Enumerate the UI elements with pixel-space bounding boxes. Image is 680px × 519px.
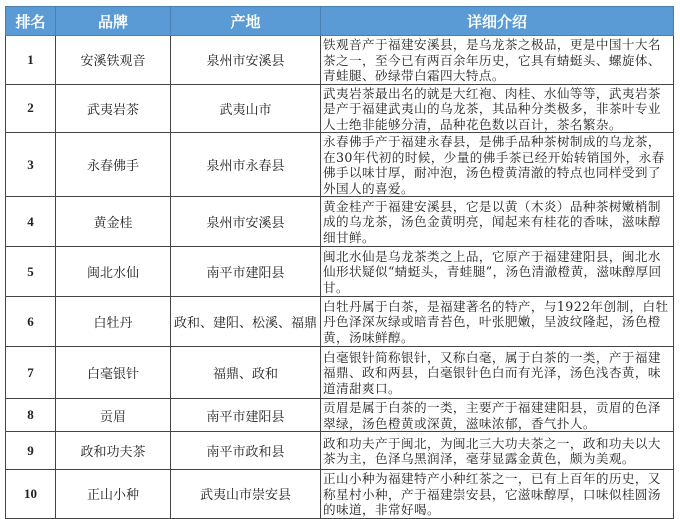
brand-cell: 贡眉 bbox=[56, 399, 171, 432]
origin-cell: 南平市建阳县 bbox=[171, 247, 321, 297]
origin-cell: 武夷山市 bbox=[171, 84, 321, 133]
rank-cell: 4 bbox=[6, 197, 56, 247]
origin-cell: 泉州市永春县 bbox=[171, 133, 321, 197]
detail-cell: 闽北水仙是乌龙茶类之上品，它原产于福建建阳县，闽北水仙形状疑似“蜻蜓头，青蛙腿”，汤色清澈橙黄，滋味醇厚回甘。 bbox=[321, 247, 674, 297]
brand-cell: 白毫银针 bbox=[56, 347, 171, 399]
header-origin: 产地 bbox=[171, 7, 321, 36]
rank-cell: 2 bbox=[6, 84, 56, 133]
table-row bbox=[6, 133, 674, 197]
origin-cell: 武夷山市崇安县 bbox=[171, 470, 321, 519]
origin-cell: 泉州市安溪县 bbox=[171, 36, 321, 85]
origin-cell: 福鼎、政和 bbox=[171, 347, 321, 399]
table-row bbox=[6, 399, 674, 432]
tea-brand-ranking-table bbox=[5, 6, 674, 519]
detail-cell: 白牡丹属于白茶，是福建著名的特产，与1922年创制，白牡丹色泽深灰绿或暗青苔色，叶张肥嫩，呈波纹隆起，汤色橙黄，汤味鲜醇。 bbox=[321, 297, 674, 347]
rank-cell: 8 bbox=[6, 399, 56, 432]
origin-cell: 政和、建阳、松溪、福鼎 bbox=[171, 297, 321, 347]
table-row bbox=[6, 197, 674, 247]
detail-cell: 白毫银针简称银针，又称白毫，属于白茶的一类，产于福建福鼎、政和两县，白毫银针色白而有光泽，汤色浅杏黄，味道清甜爽口。 bbox=[321, 347, 674, 399]
table-row bbox=[6, 36, 674, 85]
table-row bbox=[6, 347, 674, 399]
detail-cell: 贡眉是属于白茶的一类，主要产于福建建阳县，贡眉的色泽翠绿，汤色橙黄或深黄，滋味浓郁，香气扑人。 bbox=[321, 399, 674, 432]
brand-cell: 政和功夫茶 bbox=[56, 432, 171, 470]
rank-cell: 9 bbox=[6, 432, 56, 470]
detail-cell: 永春佛手产于福建永春县，是佛手品种茶树制成的乌龙茶，在30年代初的时候，少量的佛手茶已经开始转销国外，永春佛手以味甘厚，耐冲泡，汤色橙黄清澈的特点也同样受到了外国人的喜爱。 bbox=[321, 133, 674, 197]
origin-cell: 南平市政和县 bbox=[171, 432, 321, 470]
brand-cell: 闽北水仙 bbox=[56, 247, 171, 297]
origin-cell: 南平市建阳县 bbox=[171, 399, 321, 432]
detail-cell: 铁观音产于福建安溪县，是乌龙茶之极品，更是中国十大名茶之一，至今已有两百余年历史，它具有蜻蜓头、螺旋体、青蛙腿、砂绿带白霜四大特点。 bbox=[321, 36, 674, 85]
table-row bbox=[6, 297, 674, 347]
rank-cell: 3 bbox=[6, 133, 56, 197]
brand-cell: 黄金桂 bbox=[56, 197, 171, 247]
rank-cell: 5 bbox=[6, 247, 56, 297]
detail-cell: 黄金桂产于福建安溪县，它是以黄（木炎）品种茶树嫩梢制成的乌龙茶，汤色金黄明亮，闻起来有桂花的香味，滋味醇细甘鲜。 bbox=[321, 197, 674, 247]
detail-cell: 正山小种为福建特产小种红茶之一，已有上百年的历史，又称星村小种，产于福建崇安县，它滋味醇厚，口味似桂圆汤的味道，非常好喝。 bbox=[321, 470, 674, 519]
table-header-row bbox=[6, 7, 674, 36]
table-row bbox=[6, 247, 674, 297]
brand-cell: 永春佛手 bbox=[56, 133, 171, 197]
detail-cell: 武夷岩茶最出名的就是大红袍、肉桂、水仙等等，武夷岩茶是产于福建武夷山的乌龙茶，其品种分类极多，非茶叶专业人士绝非能够分清，品种花色数以百计，茶名繁杂。 bbox=[321, 84, 674, 133]
brand-cell: 白牡丹 bbox=[56, 297, 171, 347]
header-detail: 详细介绍 bbox=[321, 7, 674, 36]
origin-cell: 泉州市安溪县 bbox=[171, 197, 321, 247]
header-brand: 品牌 bbox=[56, 7, 171, 36]
rank-cell: 6 bbox=[6, 297, 56, 347]
rank-cell: 10 bbox=[6, 470, 56, 519]
header-rank: 排名 bbox=[6, 7, 56, 36]
rank-cell: 7 bbox=[6, 347, 56, 399]
brand-cell: 正山小种 bbox=[56, 470, 171, 519]
table-row bbox=[6, 84, 674, 133]
detail-cell: 政和功夫产于闽北，为闽北三大功夫茶之一，政和功夫以大茶为主，色泽乌黑润泽，毫芽显露金黄色，颇为美观。 bbox=[321, 432, 674, 470]
brand-cell: 安溪铁观音 bbox=[56, 36, 171, 85]
brand-cell: 武夷岩茶 bbox=[56, 84, 171, 133]
table-row bbox=[6, 432, 674, 470]
rank-cell: 1 bbox=[6, 36, 56, 85]
